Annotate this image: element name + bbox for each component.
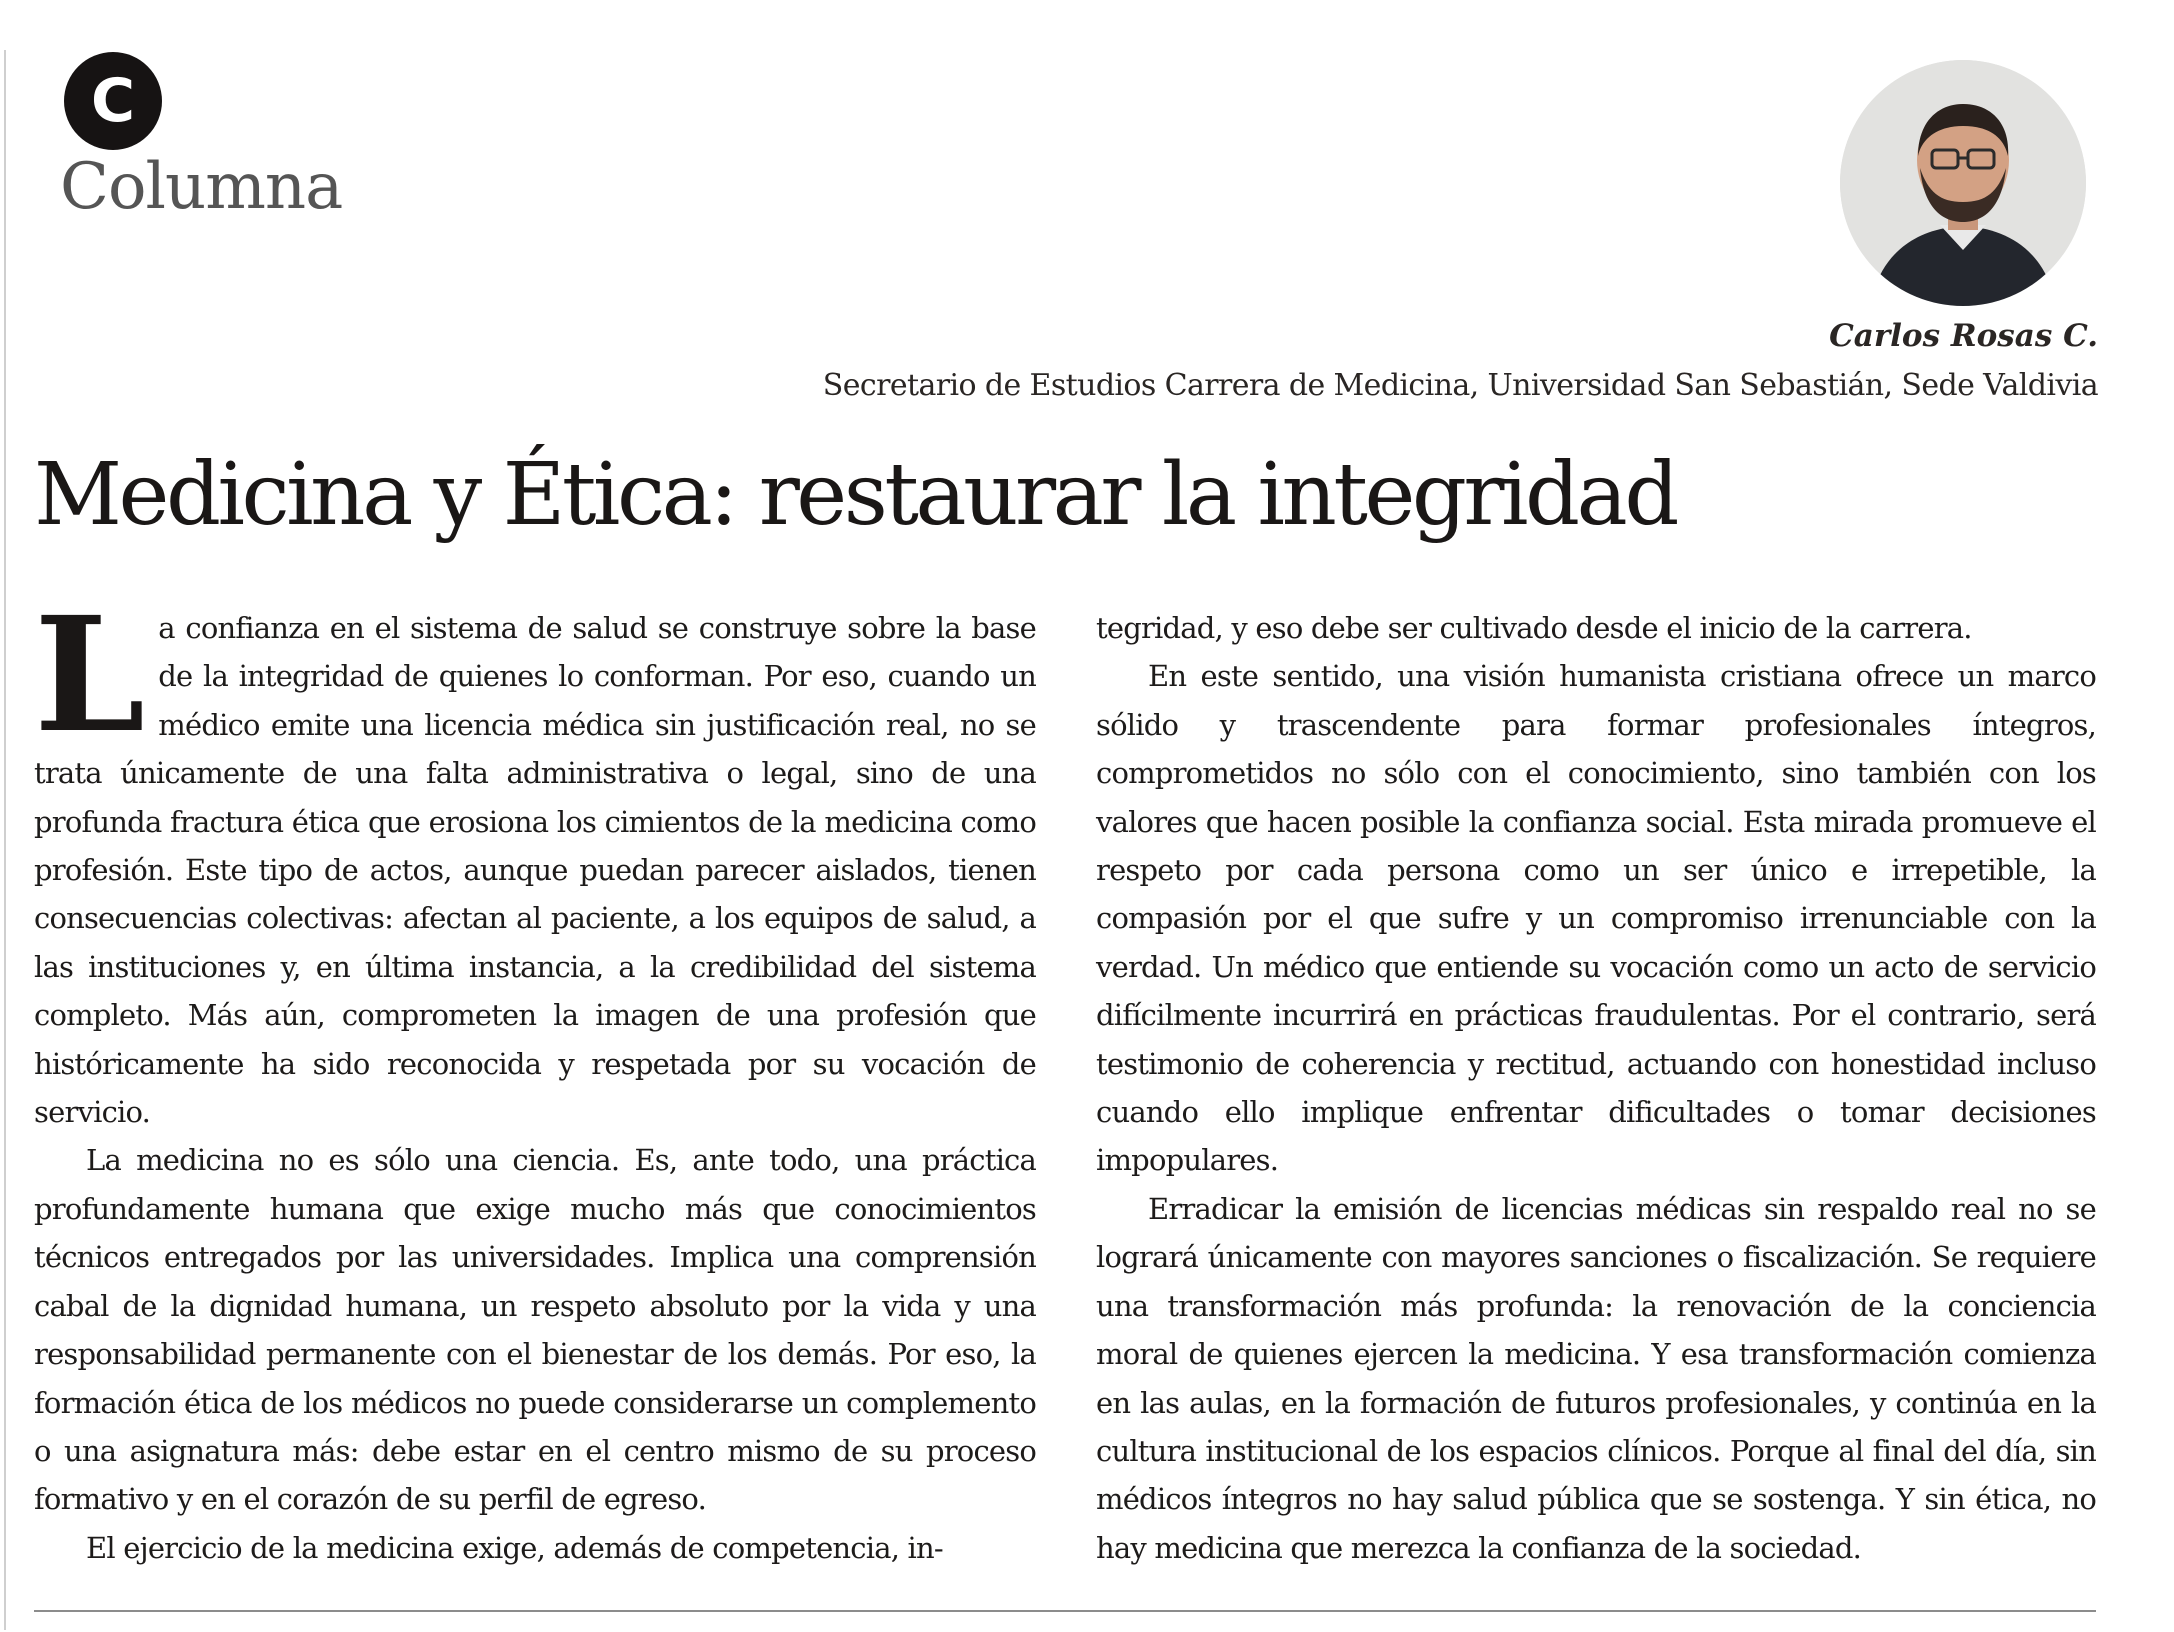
- bottom-divider: [34, 1610, 2096, 1612]
- paragraph: tegridad, y eso debe ser cultivado desde el inicio de la carrera.: [1096, 611, 1972, 645]
- column-badge-icon: C: [64, 52, 162, 150]
- section-label: Columna: [60, 150, 343, 224]
- author-name: Carlos Rosas C.: [1829, 318, 2098, 354]
- paragraph: El ejercicio de la medicina exige, además de competencia, in-: [86, 1530, 943, 1565]
- article-column-right: [1096, 604, 2096, 1572]
- article-column-left: [34, 583, 1036, 1572]
- author-photo: [1840, 60, 2086, 306]
- paragraph: En este sentido, una visión humanista cristiana ofrece un marco sólido y trascendente para formar profesionales íntegros, comprometidos no sólo con el conocimiento, sino también con los valores que hacen posible la confianza social. Esta mirada promueve el respeto por cada persona como un ser único e irrepetible, la compasión por el que sufre y un compromiso irrenunciable con la verdad. Un médico que entiende su vocación como un acto de servicio difícilmente incurrirá en prácticas fraudulentas. Por el contrario, será testimonio de coherencia y rectitud, actuando con honestidad incluso cuando ello implique enfrentar dificultades o tomar decisiones impopulares.: [1096, 659, 2096, 1178]
- author-role: Secretario de Estudios Carrera de Medicina, Universidad San Sebastián, Sede Valdivia: [822, 368, 2098, 403]
- page-edge: [4, 50, 6, 1630]
- drop-cap: L: [34, 583, 145, 768]
- paragraph: [34, 583, 1036, 1136]
- paragraph: La medicina no es sólo una ciencia. Es, ante todo, una práctica profundamente humana que exige mucho más que conocimientos técnicos entregados por las universidades. Implica una comprensión cabal de la dignidad humana, un respeto absoluto por la vida y una responsabilidad permanente con el bienestar de los demás. Por eso, la formación ética de los médicos no puede considerarse un complemento o una asignatura más: debe estar en el centro mismo de su proceso formativo y en el corazón de su perfil de egreso.: [34, 1143, 1036, 1517]
- article-headline: Medicina y Ética: restaurar la integridad: [34, 445, 1676, 545]
- paragraph: Erradicar la emisión de licencias médicas sin respaldo real no se logrará únicamente con mayores sanciones o fiscalización. Se requiere una transformación más profunda: la renovación de la conciencia moral de quienes ejercen la medicina. Y esa transformación comienza en las aulas, en la formación de futuros profesionales, y continúa en la cultura institucional de los espacios clínicos. Porque al final del día, sin médicos íntegros no hay salud pública que se sostenga. Y sin ética, no hay medicina que merezca la confianza de la sociedad.: [1096, 1191, 2096, 1565]
- paragraph-text: a confianza en el sistema de salud se construye sobre la base de la integridad de quienes lo conforman. Por eso, cuando un médico emite una licencia médica sin justificación real, no se trata únicamente de una falta administrativa o legal, sino de una profunda fractura ética que erosiona los cimientos de la medicina como profesión. Este tipo de actos, aunque puedan parecer aislados, tienen consecuencias colectivas: afectan al paciente, a los equipos de salud, a las instituciones y, en última instancia, a la credibilidad del sistema completo. Más aún, comprometen la imagen de una profesión que históricamente ha sido reconocida y respetada por su vocación de servicio.: [34, 611, 1036, 1130]
